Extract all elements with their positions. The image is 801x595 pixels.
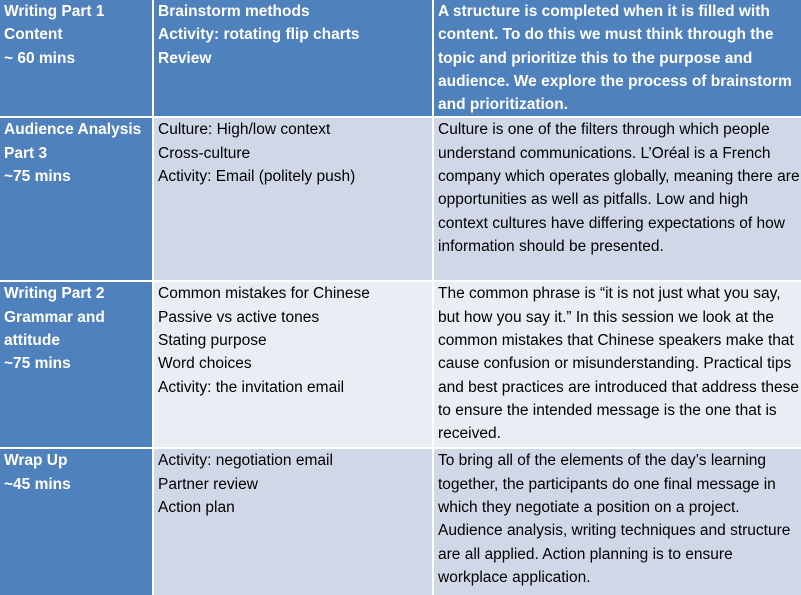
description-text: To bring all of the elements of the day’s learning together, the participants do one final message in which they negotiate a position on a project. Audience analysis, writing techniques and structure are all applied. Action planning is to ensure workplace application. bbox=[438, 452, 791, 586]
session-line: Wrap Up bbox=[4, 452, 68, 470]
topic-line: Cross-culture bbox=[158, 144, 251, 162]
session-cell bbox=[0, 0, 154, 118]
session-line: ~75 mins bbox=[4, 168, 71, 186]
description-text: Culture is one of the filters through which people understand communications. L’Oréal is a French company which operates globally, meaning there are opportunities as well as pitfalls. Low and high context cultures have differing expectations of how information should be presented. bbox=[438, 121, 800, 255]
description-cell bbox=[434, 0, 801, 118]
session-line: Writing Part 2 bbox=[4, 285, 105, 303]
topics-cell bbox=[154, 118, 434, 282]
session-line: Part 3 bbox=[4, 144, 48, 162]
session-line: ~45 mins bbox=[4, 475, 71, 493]
session-line: ~75 mins bbox=[4, 355, 71, 373]
table-row bbox=[0, 118, 801, 282]
session-cell bbox=[0, 118, 154, 282]
description-text: A structure is completed when it is filled with content. To do this we must think through the topic and prioritize this to the purpose and audience. We explore the process of brainstorm and prioritization. bbox=[438, 3, 792, 114]
topics-cell bbox=[154, 0, 434, 118]
session-line: Audience Analysis bbox=[4, 121, 142, 139]
topic-line: Activity: the invitation email bbox=[158, 378, 345, 396]
topics-cell bbox=[154, 449, 434, 595]
description-cell bbox=[434, 118, 801, 282]
topic-line: Culture: High/low context bbox=[158, 121, 331, 139]
topic-line: Passive vs active tones bbox=[158, 308, 320, 326]
session-cell bbox=[0, 282, 154, 449]
session-line: Grammar and bbox=[4, 308, 105, 326]
table-row bbox=[0, 449, 801, 595]
topic-line: Word choices bbox=[158, 355, 252, 373]
table-row bbox=[0, 0, 801, 118]
topics-cell bbox=[154, 282, 434, 449]
topic-line: Common mistakes for Chinese bbox=[158, 285, 370, 303]
topic-line: Brainstorm methods bbox=[158, 3, 310, 20]
description-text: The common phrase is “it is not just what you say, but how you say it.” In this session we look at the common mistakes that Chinese speakers make that cause confusion or misunderstanding. Practical tips and best practices are introduced that address these to ensure the intended message is the one that is received. bbox=[438, 285, 800, 443]
session-line: attitude bbox=[4, 332, 60, 350]
session-line: Writing Part 1 bbox=[4, 3, 105, 20]
topic-line: Stating purpose bbox=[158, 332, 267, 350]
topic-line: Activity: rotating flip charts bbox=[158, 26, 360, 44]
topic-line: Action plan bbox=[158, 499, 235, 517]
table-row bbox=[0, 282, 801, 449]
description-cell bbox=[434, 282, 801, 449]
topic-line: Partner review bbox=[158, 475, 258, 493]
description-cell bbox=[434, 449, 801, 595]
topic-line: Activity: Email (politely push) bbox=[158, 168, 356, 186]
topic-line: Activity: negotiation email bbox=[158, 452, 333, 470]
session-line: ~ 60 mins bbox=[4, 49, 76, 67]
session-cell bbox=[0, 449, 154, 595]
topic-line: Review bbox=[158, 49, 212, 67]
session-line: Content bbox=[4, 26, 63, 44]
